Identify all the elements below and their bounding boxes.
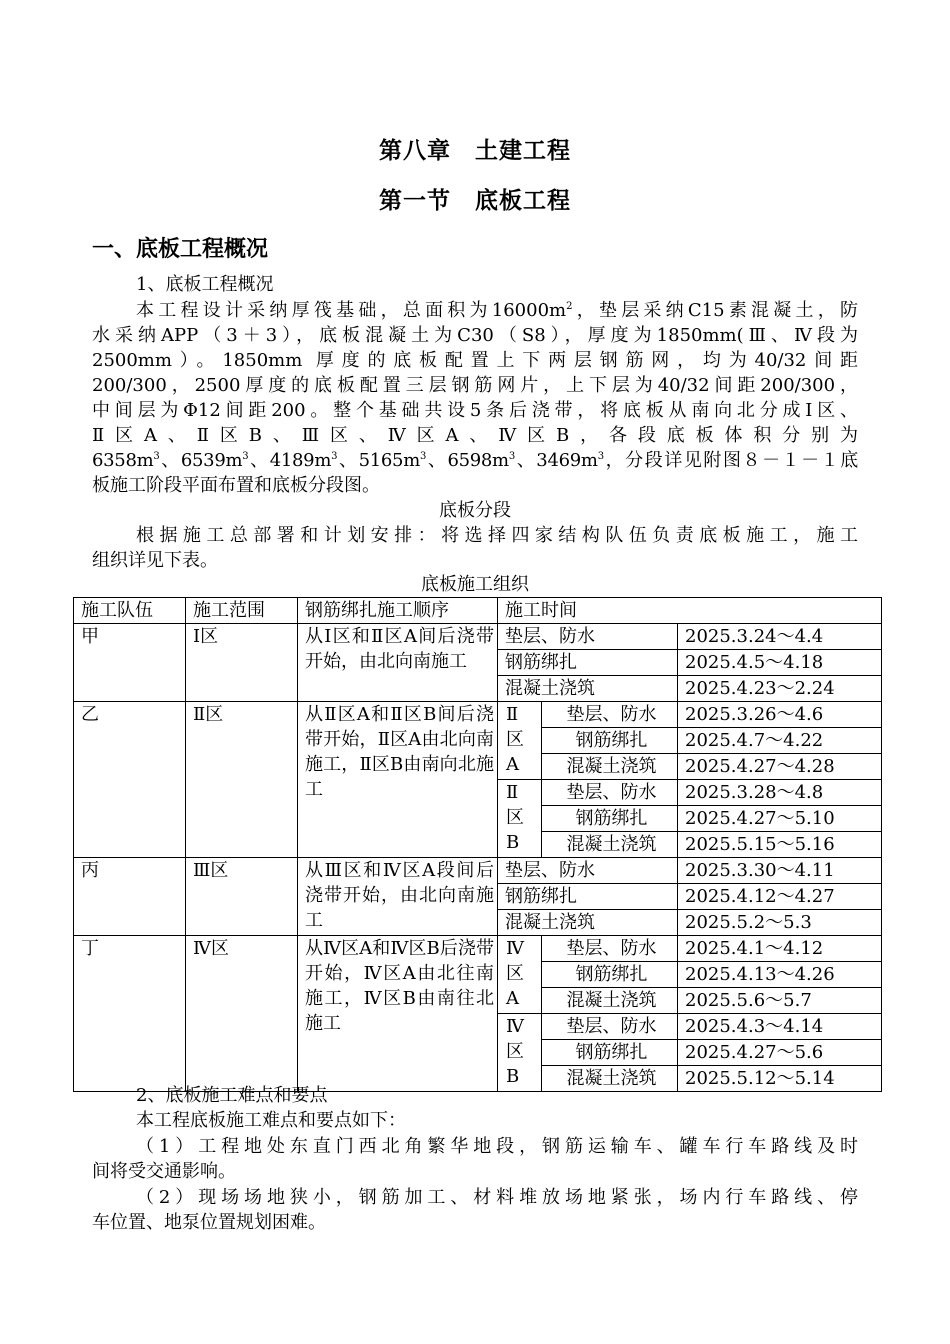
- time-cell: 2025.4.5～4.18: [678, 650, 882, 676]
- task-cell: 钢筋绑扎: [542, 806, 678, 832]
- team-cell: 甲: [74, 624, 186, 702]
- task-cell: 垫层、防水: [542, 702, 678, 728]
- task-cell: 混凝土浇筑: [542, 988, 678, 1014]
- chapter-title: 第八章 土建工程: [379, 138, 571, 164]
- time-cell: 2025.5.2～5.3: [678, 910, 882, 936]
- subzone-cell: Ⅱ区B: [498, 780, 542, 858]
- table-title: 底板施工组织: [421, 574, 529, 595]
- text-fragment: 本工程设计采纳厚筏基础，总面积为16000m: [136, 300, 567, 321]
- paragraph-line: [136, 298, 858, 323]
- header-cell-scope: 施工范围: [186, 598, 298, 624]
- time-cell: 2025.3.30～4.11: [678, 858, 882, 884]
- paragraph-line: 中间层为Φ12间距200。整个基础共设5条后浇带，将底板从南向北分成Ⅰ区、: [92, 400, 858, 421]
- superscript: 3: [508, 451, 515, 462]
- list-item-line: 车位置、地泵位置规划困难。: [92, 1212, 326, 1233]
- paragraph-line: [92, 448, 858, 473]
- scope-cell: Ⅱ区: [186, 702, 298, 858]
- paragraph-line: 板施工阶段平面布置和底板分段图。: [92, 475, 380, 496]
- time-cell: 2025.4.27～4.28: [678, 754, 882, 780]
- task-cell: 垫层、防水: [542, 780, 678, 806]
- paragraph-line: 本工程底板施工难点和要点如下：: [136, 1110, 406, 1131]
- time-cell: 2025.3.28～4.8: [678, 780, 882, 806]
- table-row: [74, 624, 882, 650]
- superscript: 2: [566, 301, 573, 312]
- paragraph-line: 2500mm）。1850mm 厚度的底板配置上下两层钢筋网，均为40/32间距: [92, 350, 858, 371]
- table-row: [74, 936, 882, 962]
- text-fragment: 、4189m: [248, 450, 332, 471]
- paragraph-line: 水采纳APP（3＋3），底板混凝土为C30（S8），厚度为1850mm(Ⅲ、Ⅳ段为: [92, 325, 858, 346]
- team-cell: 丁: [74, 936, 186, 1092]
- list-item-line: （1）工程地处东直门西北角繁华地段，钢筋运输车、罐车行车路线及时: [136, 1136, 858, 1157]
- heading-overview: 一、底板工程概况: [92, 237, 269, 262]
- task-cell: 垫层、防水: [498, 858, 678, 884]
- time-cell: 2025.5.15～5.16: [678, 832, 882, 858]
- paragraph-line: 200/300，2500厚度的底板配置三层钢筋网片，上下层为40/32间距200/300，: [92, 375, 858, 396]
- order-cell: 从Ⅰ区和Ⅱ区A间后浇带开始，由北向南施工: [298, 624, 498, 702]
- paragraph-line: Ⅱ区A、Ⅱ区B、Ⅲ区、Ⅳ区A、Ⅳ区B，各段底板体积分别为: [92, 425, 858, 446]
- time-cell: 2025.4.23～2.24: [678, 676, 882, 702]
- table-row: [74, 702, 882, 728]
- task-cell: 混凝土浇筑: [542, 1066, 678, 1092]
- figure-caption: 底板分段: [439, 500, 511, 521]
- text-fragment: ，分段详见附图８－１－１底: [603, 450, 858, 471]
- paragraph-line: 组织详见下表。: [92, 550, 218, 571]
- superscript: 3: [597, 451, 604, 462]
- list-item-line: （2）现场场地狭小，钢筋加工、材料堆放场地紧张，场内行车路线、停: [136, 1187, 858, 1208]
- superscript: 3: [419, 451, 427, 462]
- text-fragment: 6358m: [92, 450, 154, 471]
- order-cell: 从Ⅲ区和Ⅳ区A段间后浇带开始，由北向南施工: [298, 858, 498, 936]
- header-cell-team: 施工队伍: [74, 598, 186, 624]
- time-cell: 2025.3.24～4.4: [678, 624, 882, 650]
- order-cell: 从Ⅳ区A和Ⅳ区B后浇带开始，Ⅳ区A由北往南施工，Ⅳ区B由南往北施工: [298, 936, 498, 1092]
- task-cell: 钢筋绑扎: [498, 650, 678, 676]
- task-cell: 混凝土浇筑: [542, 832, 678, 858]
- superscript: 3: [153, 451, 160, 462]
- time-cell: 2025.4.27～5.6: [678, 1040, 882, 1066]
- section-title: 第一节 底板工程: [379, 188, 571, 214]
- task-cell: 垫层、防水: [542, 1014, 678, 1040]
- task-cell: 混凝土浇筑: [498, 676, 678, 702]
- text-fragment: 、6539m: [159, 450, 243, 471]
- time-cell: 2025.4.7～4.22: [678, 728, 882, 754]
- team-cell: 乙: [74, 702, 186, 858]
- text-fragment: ，垫层采纳C15素混凝土，防: [572, 300, 858, 321]
- subzone-cell: Ⅳ区A: [498, 936, 542, 1014]
- task-cell: 垫层、防水: [498, 624, 678, 650]
- time-cell: 2025.4.13～4.26: [678, 962, 882, 988]
- time-cell: 2025.4.1～4.12: [678, 936, 882, 962]
- scope-cell: Ⅰ区: [186, 624, 298, 702]
- list-item-line: 间将受交通影响。: [92, 1161, 236, 1182]
- subheading-difficulties: 2、底板施工难点和要点: [136, 1085, 328, 1106]
- superscript: 3: [242, 451, 249, 462]
- order-cell: 从Ⅱ区A和Ⅱ区B间后浇带开始，Ⅱ区A由北向南施工，Ⅱ区B由南向北施工: [298, 702, 498, 858]
- text-fragment: 、5165m: [337, 450, 420, 471]
- construction-organization-table: [73, 597, 882, 1092]
- task-cell: 钢筋绑扎: [542, 962, 678, 988]
- superscript: 3: [331, 451, 338, 462]
- header-cell-order: 钢筋绑扎施工顺序: [298, 598, 498, 624]
- task-cell: 混凝土浇筑: [498, 910, 678, 936]
- task-cell: 钢筋绑扎: [542, 728, 678, 754]
- table-header-row: [74, 598, 882, 624]
- time-cell: 2025.3.26～4.6: [678, 702, 882, 728]
- header-cell-time: 施工时间: [498, 598, 882, 624]
- paragraph-line: 根据施工总部署和计划安排：将选择四家结构队伍负责底板施工，施工: [136, 525, 858, 546]
- scope-cell: Ⅲ区: [186, 858, 298, 936]
- text-fragment: 、6598m: [426, 450, 509, 471]
- text-fragment: 、3469m: [514, 450, 598, 471]
- task-cell: 钢筋绑扎: [542, 1040, 678, 1066]
- time-cell: 2025.5.12～5.14: [678, 1066, 882, 1092]
- scope-cell: Ⅳ区: [186, 936, 298, 1092]
- time-cell: 2025.4.27～5.10: [678, 806, 882, 832]
- time-cell: 2025.5.6～5.7: [678, 988, 882, 1014]
- subzone-cell: Ⅱ区A: [498, 702, 542, 780]
- task-cell: 垫层、防水: [542, 936, 678, 962]
- time-cell: 2025.4.12～4.27: [678, 884, 882, 910]
- task-cell: 钢筋绑扎: [498, 884, 678, 910]
- subheading-overview: 1、底板工程概况: [136, 274, 274, 295]
- task-cell: 混凝土浇筑: [542, 754, 678, 780]
- table-row: [74, 858, 882, 884]
- subzone-cell: Ⅳ区B: [498, 1014, 542, 1092]
- team-cell: 丙: [74, 858, 186, 936]
- time-cell: 2025.4.3～4.14: [678, 1014, 882, 1040]
